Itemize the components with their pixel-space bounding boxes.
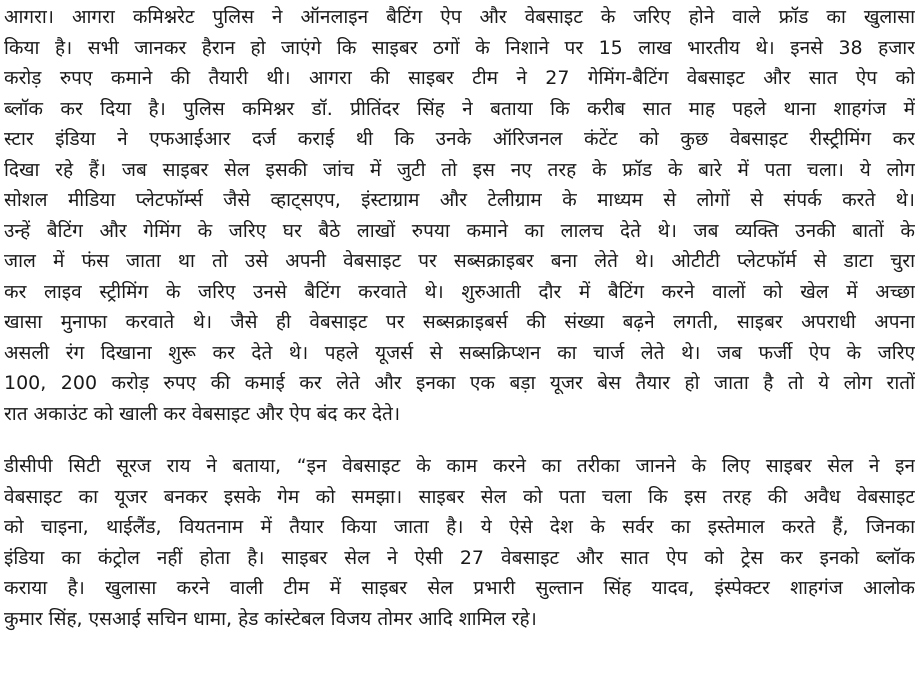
text-line: उन्हें बैटिंग और गेमिंग के जरिए घर बैठे लाखों रुपया कमाने का लालच देते थे। जब व्यक्ति उनकी बातों के (4, 219, 915, 242)
text-line: असली रंग दिखाना शुरू कर देते थे। पहले यूजर्स से सब्सक्रिप्शन का चार्ज लेते थे। जब फर्जी ऐप के जरिए (4, 341, 915, 364)
text-line: वेबसाइट का यूजर बनकर इसके गेम को समझा। साइबर सेल को पता चला कि इस तरह की अवैध वेबसाइट (4, 485, 915, 508)
text-line: कर लाइव स्ट्रीमिंग के जरिए उनसे बैटिंग करवाते थे। शुरुआती दौर में बैटिंग करने वालों को खेल में अच्छा (4, 280, 915, 303)
text-line: खासा मुनाफा करवाते थे। जैसे ही वेबसाइट पर सब्सक्राइबर्स की संख्या बढ़ने लगती, साइबर अपराधी अपना (4, 311, 915, 333)
text-line: आगरा। आगरा कमिश्नरेट पुलिस ने ऑनलाइन बैटिंग ऐप और वेबसाइट के जरिए होने वाले फ्रॉड का खुलासा (4, 6, 915, 28)
text-line: सोशल मीडिया प्लेटफॉर्म्स जैसे व्हाट्सएप, इंस्टाग्राम और टेलीग्राम के माध्यम से लोगों से संपर्क करते थे। (4, 189, 915, 211)
text-line: स्टार इंडिया ने एफआईआर दर्ज कराई थी कि उनके ऑरिजनल कंटेंट को कुछ वेबसाइट रीस्ट्रीमिंग कर (4, 128, 915, 150)
paragraph-2 (4, 451, 915, 634)
text-line: जाल में फंस जाता था तो उसे अपनी वेबसाइट पर सब्सक्राइबर बना लेते थे। ओटीटी प्लेटफॉर्म से डाटा चुरा (4, 250, 915, 272)
article-body (4, 2, 915, 634)
text-line: कराया है। खुलासा करने वाली टीम में साइबर सेल प्रभारी सुल्तान सिंह यादव, इंस्पेक्टर शाहगंज आलोक (4, 577, 915, 599)
text-line: करोड़ रुपए कमाने की तैयारी थी। आगरा की साइबर टीम ने 27 गेमिंग-बैटिंग वेबसाइट और सात ऐप को (4, 67, 915, 89)
text-line: डीसीपी सिटी सूरज राय ने बताया, “इन वेबसाइट के काम करने का तरीका जानने के लिए साइबर सेल ने इन (4, 455, 915, 477)
text-line: रात अकाउंट को खाली कर वेबसाइट और ऐप बंद कर देते। (4, 402, 401, 425)
text-line: दिखा रहे हैं। जब साइबर सेल इसकी जांच में जुटी तो इस नए तरह के फ्रॉड के बारे में पता चला। ये लोग (4, 158, 915, 181)
text-line: इंडिया का कंट्रोल नहीं होता है। साइबर सेल ने ऐसी 27 वेबसाइट और सात ऐप को ट्रेस कर इनको ब्लॉक (4, 546, 915, 569)
text-line: किया है। सभी जानकर हैरान हो जाएंगे कि साइबर ठगों के निशाने पर 15 लाख भारतीय थे। इनसे 38 हजार (4, 36, 915, 59)
text-line: कुमार सिंह, एसआई सचिन धामा, हेड कांस्टेबल विजय तोमर आदि शामिल रहे। (4, 607, 537, 630)
text-line: 100, 200 करोड़ रुपए की कमाई कर लेते और इनका एक बड़ा यूजर बेस तैयार हो जाता है तो ये लोग रातों (4, 372, 915, 394)
paragraph-1 (4, 2, 915, 429)
paragraph-gap (4, 429, 915, 451)
text-line: ब्लॉक कर दिया है। पुलिस कमिश्नर डॉ. प्रीतिंदर सिंह ने बताया कि करीब सात माह पहले थाना शाहगंज में (4, 97, 915, 120)
text-line: को चाइना, थाईलैंड, वियतनाम में तैयार किया जाता है। ये ऐसे देश के सर्वर का इस्तेमाल करते हैं, जिनका (4, 516, 915, 538)
